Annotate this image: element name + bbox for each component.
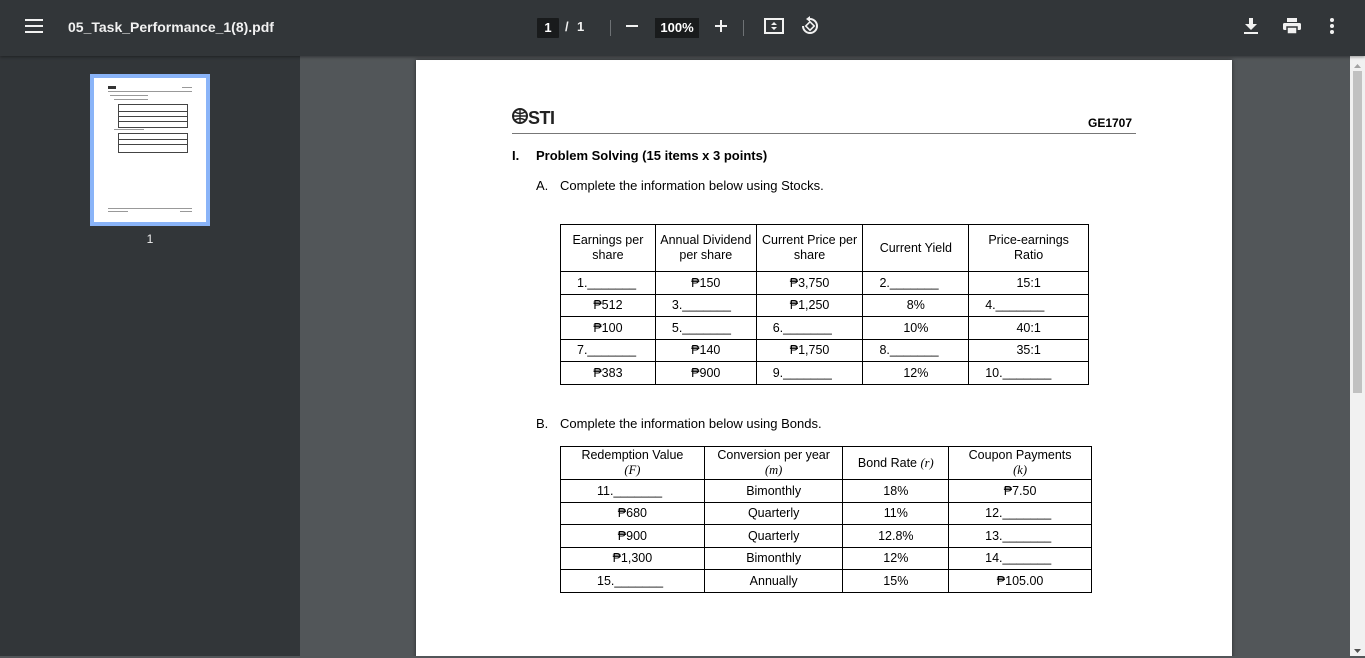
- stocks-table: [560, 224, 1089, 385]
- course-code: GE1707: [1088, 116, 1133, 130]
- section-title: Problem Solving (15 items x 3 points): [536, 148, 768, 163]
- table-cell: ₱1,750: [756, 339, 863, 362]
- table-cell: ₱900: [655, 362, 756, 385]
- table-cell: ₱512: [561, 294, 656, 317]
- thumbnail-sidebar: [0, 56, 300, 656]
- column-header-label: Redemption Value: [581, 448, 684, 462]
- table-row: [561, 547, 1092, 570]
- section-number: I.: [512, 148, 520, 163]
- table-row: [561, 362, 1089, 385]
- table-cell: 12._______: [949, 502, 1092, 525]
- fit-to-page-icon: [764, 18, 784, 39]
- table-cell: 7._______: [561, 339, 656, 362]
- table-cell: 40:1: [969, 317, 1089, 340]
- table-cell: Annually: [704, 570, 843, 593]
- arrow-up-icon: [1354, 55, 1361, 73]
- column-header: [949, 447, 1092, 480]
- table-cell: 3._______: [655, 294, 756, 317]
- toolbar-divider: [743, 20, 744, 36]
- table-cell: ₱7.50: [949, 480, 1092, 503]
- table-cell: 18%: [843, 480, 949, 503]
- table-cell: 15%: [843, 570, 949, 593]
- page-thumbnail[interactable]: [90, 74, 210, 226]
- table-cell: 10._______: [969, 362, 1089, 385]
- page-total: 1: [577, 19, 585, 34]
- column-header-variable: (r): [920, 455, 934, 470]
- table-cell: ₱105.00: [949, 570, 1092, 593]
- more-vert-icon: [1330, 18, 1334, 39]
- table-cell: 2._______: [863, 272, 969, 295]
- column-header-label: Coupon Payments: [968, 448, 1072, 462]
- column-header-variable: (m): [764, 463, 783, 477]
- subsection-a-instruction: Complete the information below using Stocks.: [560, 178, 824, 193]
- table-cell: ₱3,750: [756, 272, 863, 295]
- thumbnail-page-number: 1: [146, 232, 154, 246]
- table-row: [561, 525, 1092, 548]
- rotate-button[interactable]: [798, 16, 822, 40]
- table-cell: ₱383: [561, 362, 656, 385]
- column-header-variable: (k): [1013, 463, 1028, 477]
- table-cell: 11._______: [561, 480, 705, 503]
- table-cell: Bimonthly: [704, 480, 843, 503]
- column-header: Current Yield: [863, 225, 969, 272]
- table-cell: 8._______: [863, 339, 969, 362]
- minus-icon: [626, 19, 638, 37]
- document-viewer[interactable]: [300, 56, 1350, 656]
- column-header: Annual Dividend per share: [655, 225, 756, 272]
- table-cell: ₱150: [655, 272, 756, 295]
- column-header: Price-earnings Ratio: [969, 225, 1089, 272]
- print-icon: [1283, 18, 1301, 39]
- toolbar-divider: [610, 20, 611, 36]
- column-header: Earnings per share: [561, 225, 656, 272]
- globe-icon: [512, 108, 528, 129]
- table-cell: 4._______: [969, 294, 1089, 317]
- subsection-b-letter: B.: [536, 416, 549, 431]
- plus-icon: [715, 19, 727, 37]
- table-cell: 12.8%: [843, 525, 949, 548]
- menu-button[interactable]: [14, 8, 54, 48]
- table-cell: 5._______: [655, 317, 756, 340]
- table-cell: ₱1,300: [561, 547, 705, 570]
- subsection-b-instruction: Complete the information below using Bonds.: [560, 416, 822, 431]
- table-row: [561, 317, 1089, 340]
- scroll-down-button[interactable]: [1350, 641, 1365, 656]
- thumbnail-page-preview: [94, 78, 206, 222]
- arrow-down-icon: [1354, 640, 1361, 658]
- table-header-row: [561, 225, 1089, 272]
- table-cell: 9._______: [756, 362, 863, 385]
- fit-to-page-button[interactable]: [762, 16, 786, 40]
- header-rule: [512, 133, 1136, 134]
- table-header-row: [561, 447, 1092, 480]
- menu-icon: [25, 19, 43, 38]
- table-row: [561, 480, 1092, 503]
- page-separator: /: [565, 19, 569, 34]
- table-row: [561, 294, 1089, 317]
- table-cell: ₱140: [655, 339, 756, 362]
- table-cell: ₱680: [561, 502, 705, 525]
- table-cell: ₱900: [561, 525, 705, 548]
- column-header: [843, 447, 949, 480]
- scroll-up-button[interactable]: [1350, 56, 1365, 71]
- rotate-icon: [800, 16, 820, 41]
- table-cell: ₱1,250: [756, 294, 863, 317]
- table-cell: Bimonthly: [704, 547, 843, 570]
- column-header-label: Bond Rate: [857, 455, 917, 470]
- column-header: [561, 447, 705, 480]
- table-row: [561, 272, 1089, 295]
- document-title: 05_Task_Performance_1(8).pdf: [68, 19, 274, 35]
- download-icon: [1244, 18, 1258, 39]
- table-cell: 12%: [843, 547, 949, 570]
- print-button[interactable]: [1280, 16, 1304, 40]
- table-cell: 12%: [863, 362, 969, 385]
- logo-text: STI: [528, 108, 555, 128]
- bonds-table: [560, 446, 1092, 593]
- table-row: [561, 502, 1092, 525]
- table-cell: 15._______: [561, 570, 705, 593]
- table-cell: Quarterly: [704, 502, 843, 525]
- download-button[interactable]: [1239, 16, 1263, 40]
- table-cell: 15:1: [969, 272, 1089, 295]
- page-number-input[interactable]: 1: [537, 18, 559, 38]
- column-header: Current Price per share: [756, 225, 863, 272]
- vertical-scrollbar[interactable]: [1350, 56, 1365, 656]
- subsection-a-letter: A.: [536, 178, 549, 193]
- zoom-out-button[interactable]: [620, 16, 644, 40]
- table-cell: 35:1: [969, 339, 1089, 362]
- column-header-label: Conversion per year: [717, 448, 830, 462]
- table-cell: 14._______: [949, 547, 1092, 570]
- column-header: [704, 447, 843, 480]
- zoom-in-button[interactable]: [709, 16, 733, 40]
- pdf-page: [416, 60, 1232, 656]
- scrollbar-thumb[interactable]: [1353, 71, 1362, 393]
- table-cell: 11%: [843, 502, 949, 525]
- column-header-variable: (F): [624, 463, 641, 477]
- pdf-toolbar: [0, 0, 1365, 56]
- table-row: [561, 339, 1089, 362]
- sti-logo: [512, 108, 555, 129]
- table-cell: 6._______: [756, 317, 863, 340]
- zoom-level-input[interactable]: 100%: [655, 18, 699, 38]
- table-cell: Quarterly: [704, 525, 843, 548]
- more-actions-button[interactable]: [1320, 16, 1344, 40]
- table-cell: 8%: [863, 294, 969, 317]
- table-cell: 13._______: [949, 525, 1092, 548]
- table-cell: 10%: [863, 317, 969, 340]
- table-row: [561, 570, 1092, 593]
- table-cell: ₱100: [561, 317, 656, 340]
- table-cell: 1._______: [561, 272, 656, 295]
